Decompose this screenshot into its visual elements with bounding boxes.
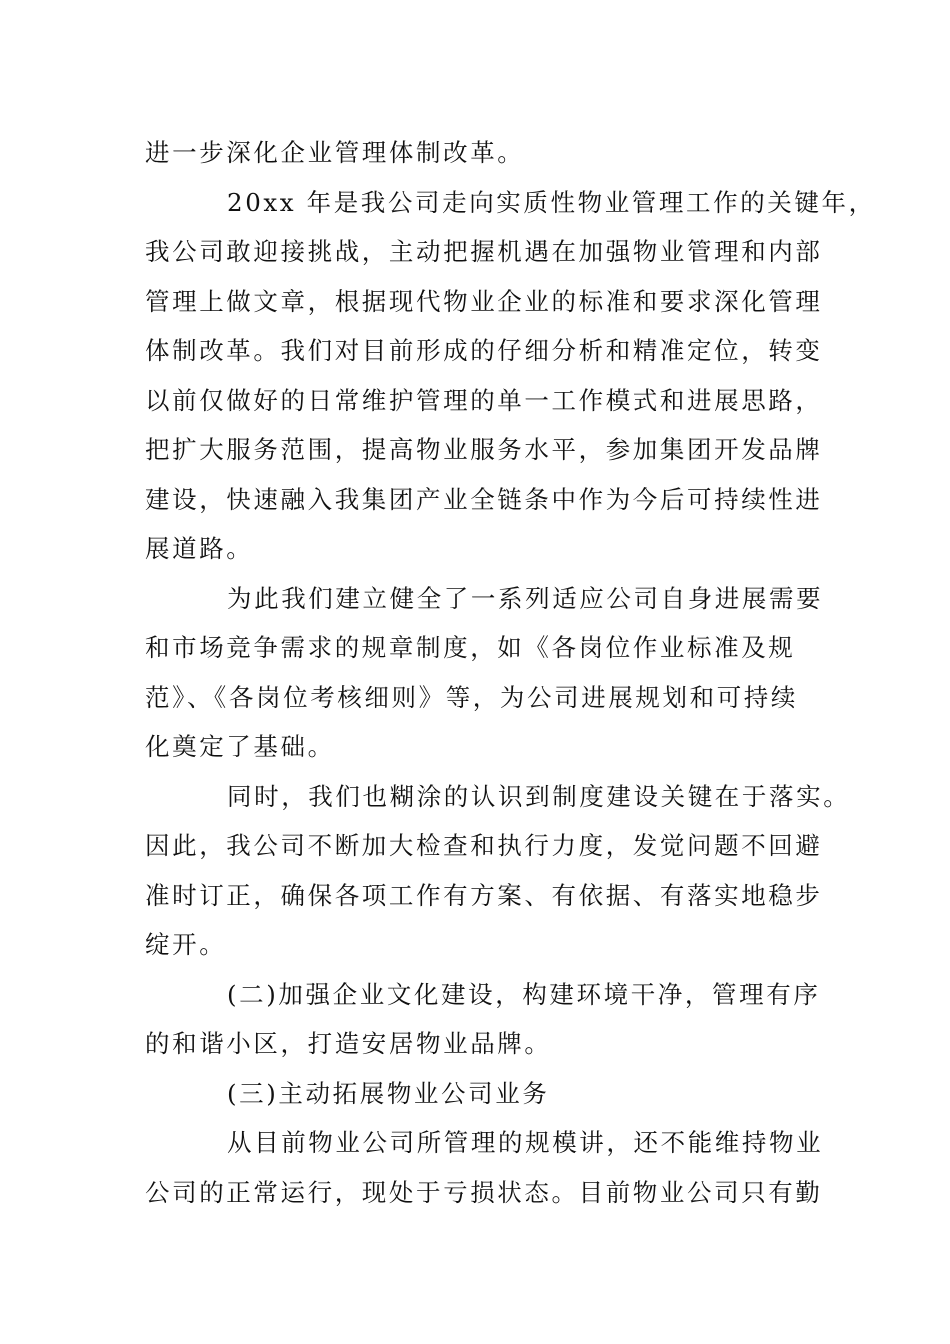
paragraph — [145, 772, 851, 970]
text-line: 化奠定了基础。 — [145, 732, 335, 761]
text-line: 的和谐小区，打造安居物业品牌。 — [145, 1029, 552, 1058]
text-line: 展道路。 — [145, 534, 254, 563]
text-line: (三)主动拓展物业公司业务 — [227, 1078, 550, 1108]
text-line: 进一步深化企业管理体制改革。 — [145, 138, 525, 167]
paragraph — [145, 128, 815, 178]
text-line: 从目前物业公司所管理的规模讲，还不能维持物业 — [227, 1128, 824, 1157]
text-line: 以前仅做好的日常维护管理的单一工作模式和进展思路， — [145, 385, 823, 415]
text-line: 把扩大服务范围，提高物业服务水平，参加集团开发品牌 — [145, 435, 823, 464]
paragraph — [145, 970, 821, 1069]
text-line: 因此，我公司不断加大检查和执行力度，发觉问题不回避 — [145, 831, 823, 860]
text-line: 为此我们建立健全了一系列适应公司自身进展需要 — [227, 583, 824, 613]
text-line: 绽开。 — [145, 930, 227, 959]
paragraph — [145, 574, 824, 772]
text-line: 范》、《各岗位考核细则》等，为公司进展规划和可持续 — [145, 682, 798, 712]
text-line: 和市场竞争需求的规章制度，如《各岗位作业标准及规 — [145, 633, 796, 662]
text-line: 准时订正，确保各项工作有方案、有依据、有落实地稳步 — [145, 880, 823, 910]
text-line: 20xx 年是我公司走向实质性物业管理工作的关键年， — [227, 187, 876, 217]
document-body — [145, 128, 876, 1217]
text-line: 我公司敢迎接挑战，主动把握机遇在加强物业管理和内部 — [145, 237, 823, 266]
text-line: 体制改革。我们对目前形成的仔细分析和精准定位，转变 — [145, 336, 823, 365]
paragraph — [145, 1069, 815, 1119]
text-line: (二)加强企业文化建设，构建环境干净，管理有序 — [227, 979, 821, 1009]
text-line: 管理上做文章，根据现代物业企业的标准和要求深化管理 — [145, 286, 823, 316]
paragraph — [145, 178, 876, 574]
text-line: 公司的正常运行，现处于亏损状态。目前物业公司只有勤 — [145, 1177, 823, 1207]
paragraph — [145, 1118, 824, 1217]
text-line: 同时，我们也糊涂的认识到制度建设关键在于落实。 — [227, 781, 851, 811]
text-line: 建设，快速融入我集团产业全链条中作为今后可持续性进 — [145, 484, 823, 514]
